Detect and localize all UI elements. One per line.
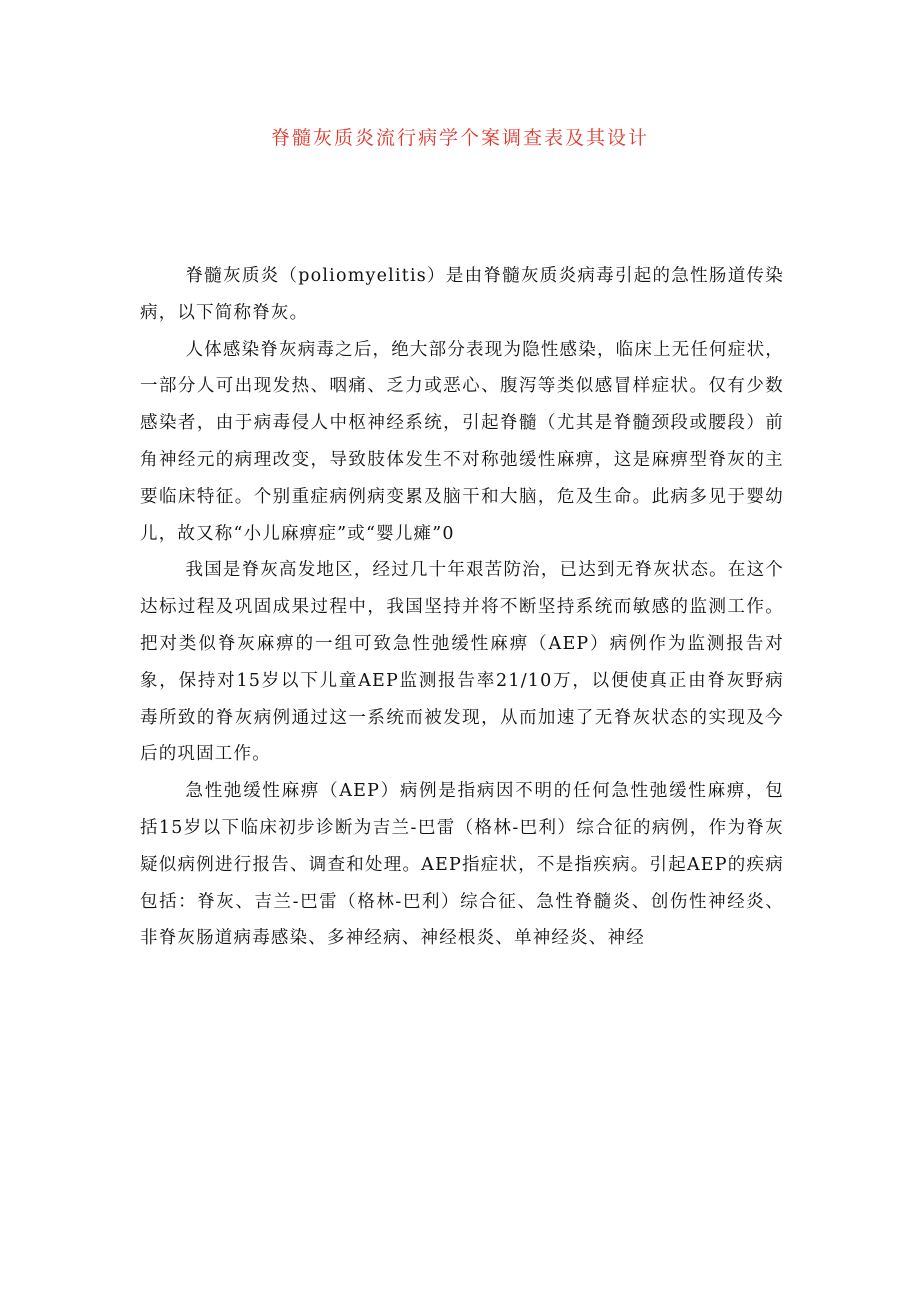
paragraph: 人体感染脊灰病毒之后，绝大部分表现为隐性感染，临床上无任何症状，一部分人可出现发热、咽痛、乏力或恶心、腹泻等类似感冒样症状。仅有少数感染者，由于病毒侵人中枢神经系统，引起脊髓（尤其是脊髓颈段或腰段）前角神经元的病理改变，导致肢体发生不对称弛缓性麻痹，这是麻痹型脊灰的主要临床特征。个别重症病例病变累及脑干和大脑，危及生命。此病多见于婴幼儿，故又称“小儿麻痹症”或“婴儿瘫”0 <box>140 339 784 544</box>
paragraph: 脊髓灰质炎（poliomyelitis）是由脊髓灰质炎病毒引起的急性肠道传染病，以下简称脊灰。 <box>140 266 784 323</box>
document-title: 脊髓灰质炎流行病学个案调查表及其设计 <box>270 127 649 149</box>
document-body <box>140 258 784 957</box>
paragraph: 我国是脊灰高发地区，经过几十年艰苦防治，已达到无脊灰状态。在这个达标过程及巩固成果过程中，我国坚持并将不断坚持系统而敏感的监测工作。把对类似脊灰麻痹的一组可致急性弛缓性麻痹（AEP）病例作为监测报告对象，保持对15岁以下儿童AEP监测报告率21/10万，以便使真正由脊灰野病毒所致的脊灰病例通过这一系统而被发现，从而加速了无脊灰状态的实现及今后的巩固工作。 <box>140 560 784 765</box>
paragraph: 急性弛缓性麻痹（AEP）病例是指病因不明的任何急性弛缓性麻痹，包括15岁以下临床初步诊断为吉兰-巴雷（格林-巴利）综合征的病例，作为脊灰疑似病例进行报告、调查和处理。AEP指症状，不是指疾病。引起AEP的疾病包括：脊灰、吉兰-巴雷（格林-巴利）综合征、急性脊髓炎、创伤性神经炎、非脊灰肠道病毒感染、多神经病、神经根炎、单神经炎、神经 <box>140 781 784 949</box>
